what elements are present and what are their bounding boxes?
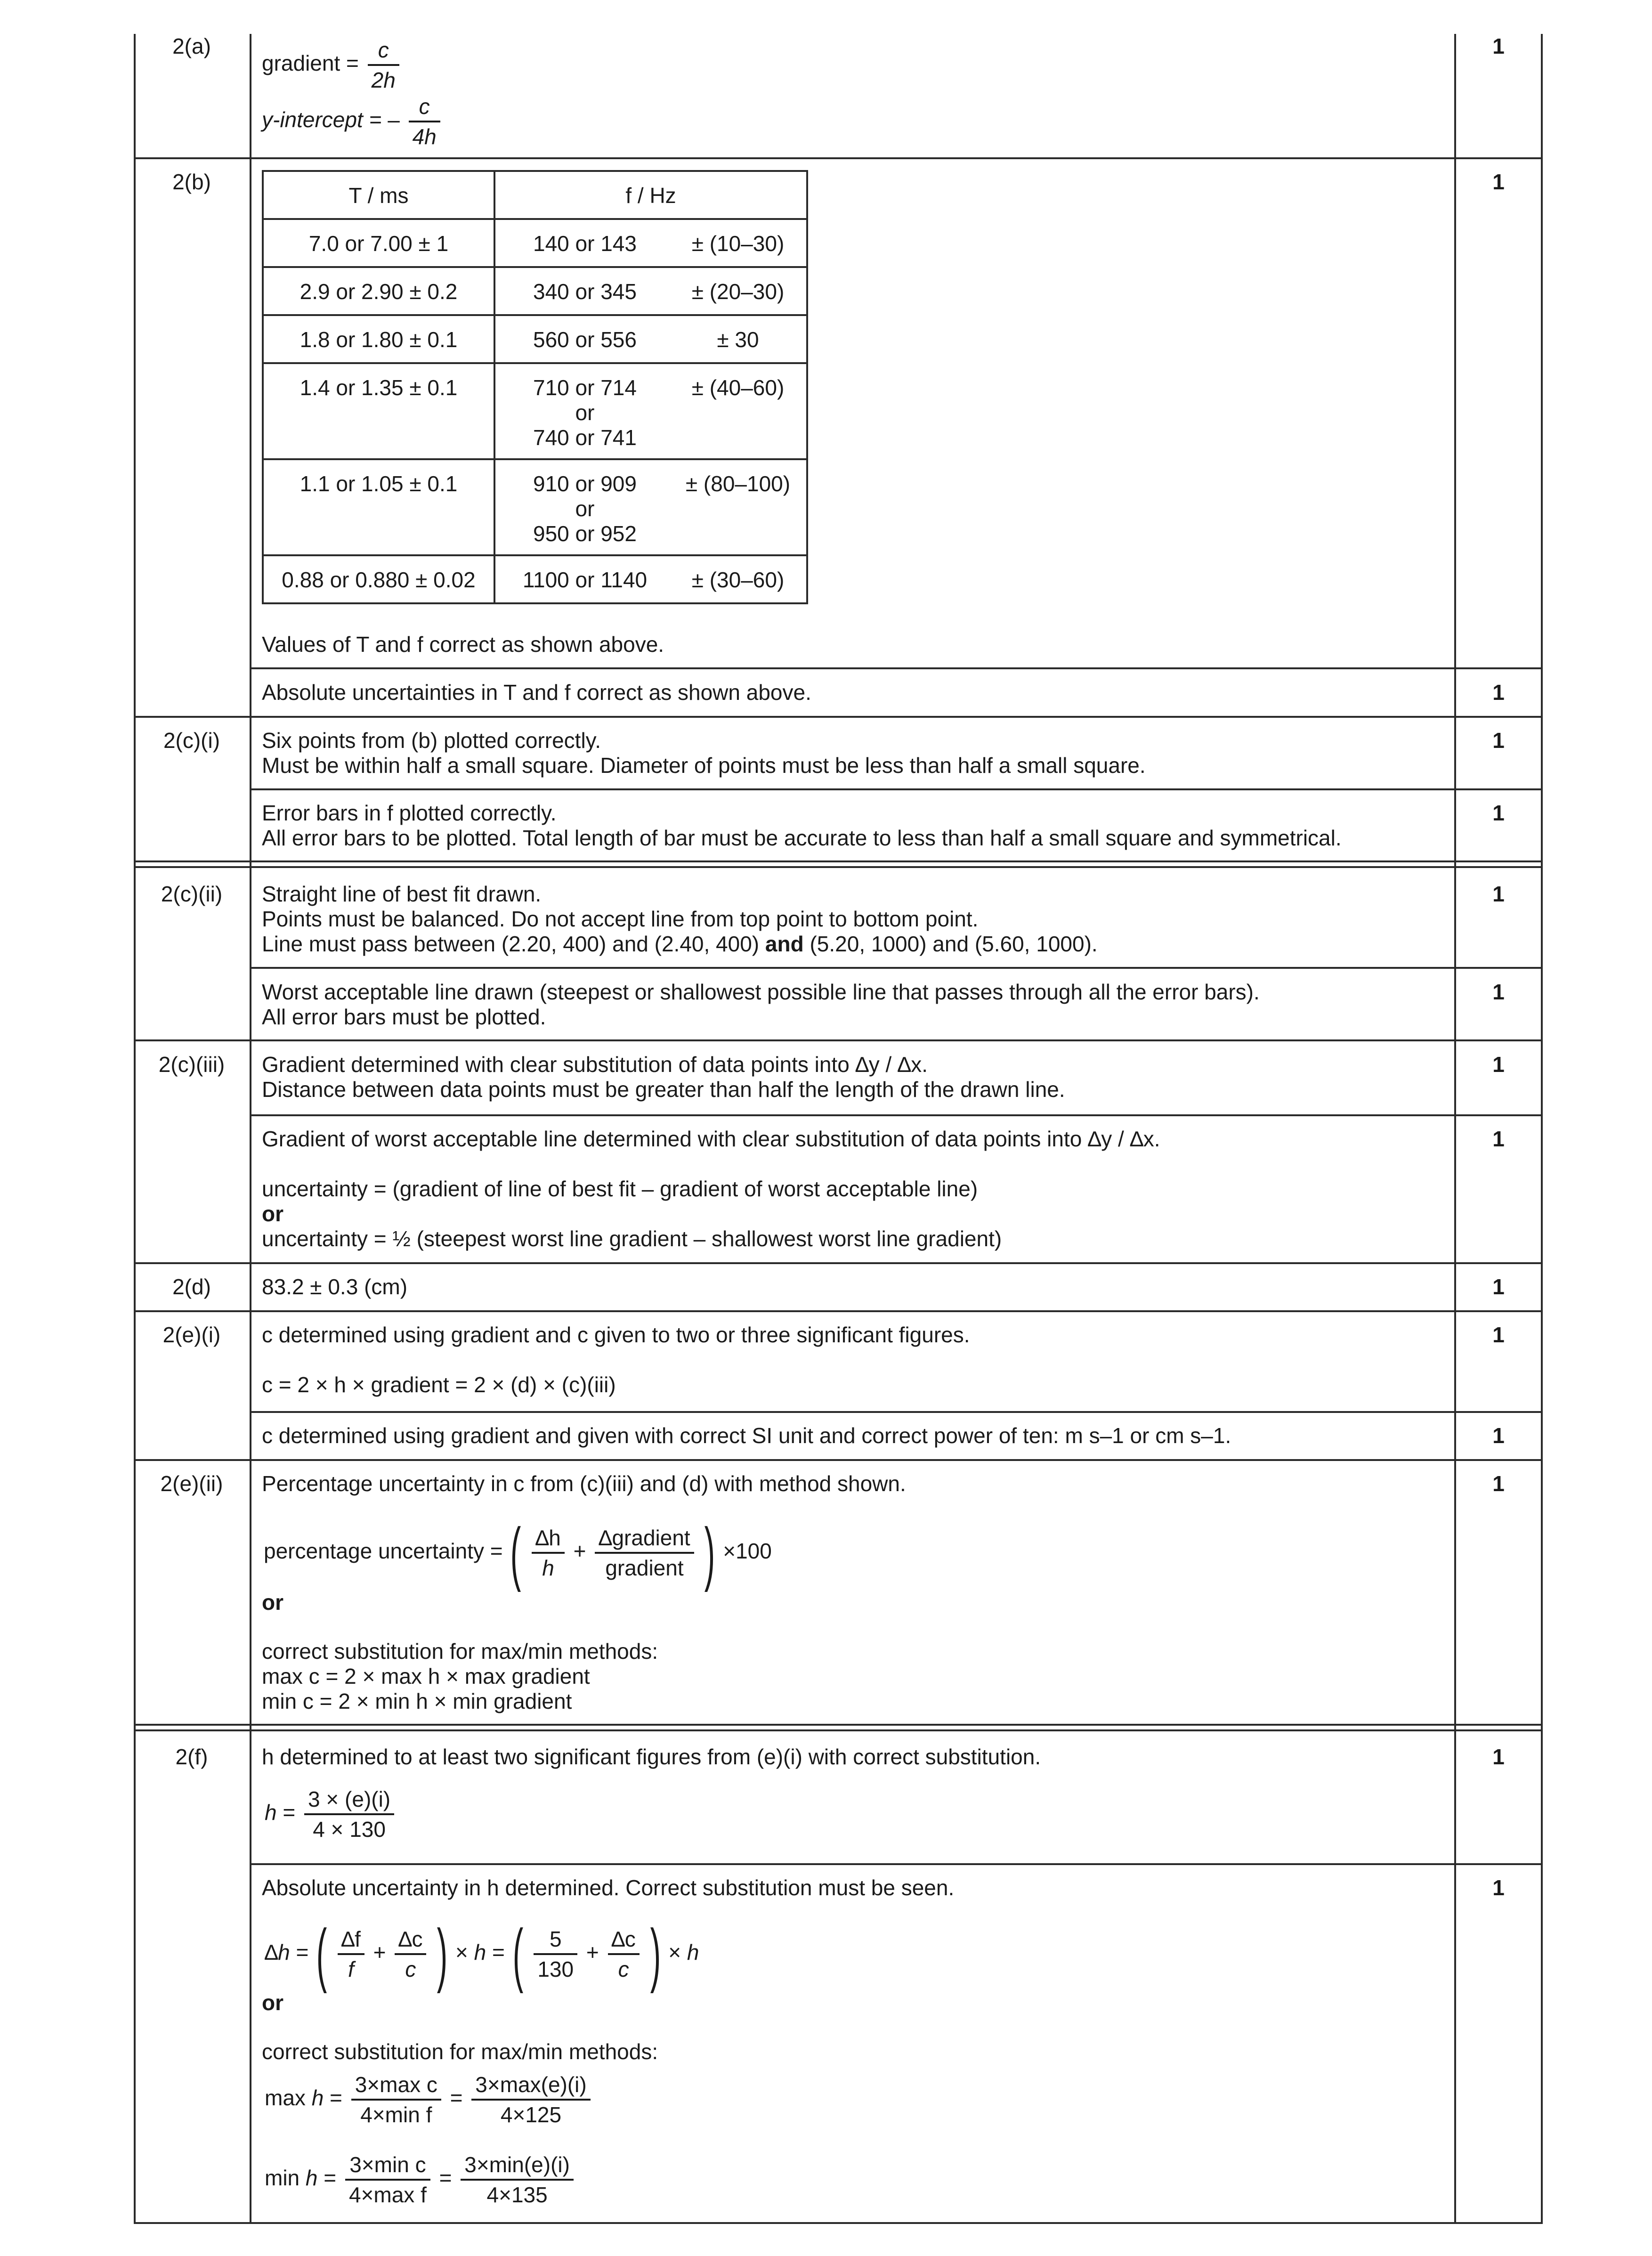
min-h-formula: min h = $\frac{\text{3×min c}}{\text{4×max f}}$ = $\frac{3\times\min(e)(i)}{4\times 135}$	[265, 2151, 576, 2209]
criterion-text: c determined using gradient and given with correct SI unit and correct power of ten: m s–1 or cm s–1.	[262, 1423, 1231, 1448]
gradient-fraction: $\frac{c}{2h}$	[368, 36, 399, 94]
criterion-text: Straight line of best fit drawn. Points must be balanced. Do not accept line from top point to bottom point. Line must pass between (2.20, 400) and (2.40, 400) and (5.20, 1000) and (5.60, 1000).	[262, 882, 1098, 956]
row-double-divider	[134, 860, 1542, 868]
row-divider	[134, 1310, 1542, 1312]
cell-t: 7.0 or 7.00 ± 1	[308, 231, 449, 256]
table-row	[263, 219, 807, 267]
h-formula: h = $\frac{3 \times (e)(i)}{4 \times 130}$	[265, 1785, 397, 1843]
values-table	[262, 170, 808, 604]
table-row	[263, 555, 807, 603]
row-divider	[250, 967, 1542, 969]
row-divider	[134, 1459, 1542, 1461]
cell-t: 1.1 or 1.05 ± 0.1	[300, 471, 458, 496]
cell-f-uncert: ± 30	[717, 327, 759, 352]
mark-value: 1	[1492, 680, 1505, 705]
delta-h-formula: ∆h = ( $\frac{\Delta f}{f}$ + $\frac{\Delta c}{c}$ ) × h = ( $\frac{5}{130}$ + $\frac{\Delta c}{c}$ ) × h	[265, 1915, 699, 1994]
criterion-text: correct substitution for max/min methods:	[262, 2039, 658, 2064]
question-number: 2(c)(ii)	[161, 882, 223, 906]
row-double-divider	[134, 1724, 1542, 1731]
row-divider	[250, 1114, 1542, 1116]
answer-text: 83.2 ± 0.3 (cm)	[262, 1274, 408, 1299]
criterion-text: Absolute uncertainty in h determined. Correct substitution must be seen.	[262, 1875, 955, 1900]
table-row	[263, 459, 807, 555]
mark-value: 1	[1492, 801, 1505, 825]
cell-f: 710 or 714 or 740 or 741	[533, 375, 637, 450]
question-number: 2(f)	[175, 1745, 208, 1769]
intercept-sign: –	[388, 107, 400, 132]
intercept-label: y-intercept =	[262, 107, 382, 132]
criterion-text: Gradient of worst acceptable line determined with clear substitution of data points into ∆y / ∆x. uncertainty = (gradient of line of best fit – gradient of worst acceptable line) or uncertainty = ½ (steepest worst line gradient – shallowest worst line gradient)	[262, 1127, 1160, 1251]
header-period: T / ms	[348, 183, 409, 208]
gradient-expression	[262, 36, 402, 94]
cell-f-uncert: ± (80–100)	[685, 471, 791, 496]
cell-t: 1.4 or 1.35 ± 0.1	[300, 375, 458, 400]
question-number: 2(a)	[172, 34, 211, 58]
question-number: 2(e)(i)	[162, 1323, 221, 1347]
question-number: 2(c)(i)	[163, 728, 220, 753]
question-number: 2(c)(iii)	[158, 1052, 225, 1077]
cell-f-uncert: ± (40–60)	[691, 375, 785, 400]
table-border-qcol	[250, 34, 251, 2224]
table-row	[263, 363, 807, 459]
criterion-text: Percentage uncertainty in c from (c)(iii) and (d) with method shown.	[262, 1471, 906, 1496]
uncert-note: Absolute uncertainties in T and f correct as shown above.	[262, 680, 811, 705]
row-divider	[250, 1411, 1542, 1413]
mark-value: 1	[1492, 728, 1505, 753]
mark-value: 1	[1492, 1323, 1505, 1347]
cell-f-uncert: ± (20–30)	[691, 279, 785, 304]
cell-f-uncert: ± (30–60)	[691, 568, 785, 592]
mark-value: 1	[1492, 170, 1505, 194]
mark-value: 1	[1492, 1127, 1505, 1151]
or-label: or	[262, 1590, 283, 1615]
cell-f-uncert: ± (10–30)	[691, 231, 785, 256]
or-label: or	[262, 1990, 283, 2015]
mark-value: 1	[1492, 1423, 1505, 1448]
criterion-text: c determined using gradient and c given to two or three significant figures. c = 2 × h × gradient = 2 × (d) × (c)(iii)	[262, 1323, 970, 1397]
cell-f: 910 or 909 or 950 or 952	[533, 471, 637, 546]
mark-value: 1	[1492, 1471, 1505, 1496]
row-divider	[134, 1039, 1542, 1041]
mark-value: 1	[1492, 980, 1505, 1004]
criterion-text: Error bars in f plotted correctly. All error bars to be plotted. Total length of bar must be accurate to less than half a small square and symmetrical.	[262, 801, 1342, 850]
cell-f: 560 or 556	[533, 327, 637, 352]
table-row	[263, 267, 807, 315]
mark-value: 1	[1492, 882, 1505, 906]
question-number: 2(d)	[172, 1274, 211, 1299]
cell-f: 1100 or 1140	[522, 568, 648, 592]
mark-value: 1	[1492, 34, 1505, 58]
row-divider	[134, 157, 1542, 159]
header-frequency: f / Hz	[625, 183, 676, 208]
values-note: Values of T and f correct as shown above.	[262, 632, 664, 657]
criterion-text: h determined to at least two significant figures from (e)(i) with correct substitution.	[262, 1745, 1041, 1769]
question-number: 2(e)(ii)	[160, 1471, 223, 1496]
row-divider	[134, 716, 1542, 718]
criterion-text: Six points from (b) plotted correctly. Must be within half a small square. Diameter of points must be less than half a small square.	[262, 728, 1146, 778]
mark-value: 1	[1492, 1745, 1505, 1769]
cell-t: 1.8 or 1.80 ± 0.1	[300, 327, 458, 352]
row-divider	[250, 788, 1542, 790]
mark-value: 1	[1492, 1052, 1505, 1077]
max-h-formula: max h = $\frac{\text{3×max c}}{\text{4×min f}}$ = $\frac{3\times\max(e)(i)}{4\times 125}$	[265, 2070, 593, 2129]
percentage-uncertainty-formula: percentage uncertainty = ( $\frac{\Delta h}{h}$ + $\frac{\text{∆gradient}}{\text{gradient}}$ ) ×100	[264, 1513, 772, 1592]
row-divider	[250, 1863, 1542, 1865]
mark-value: 1	[1492, 1875, 1505, 1900]
row-divider	[250, 667, 1542, 669]
cell-t: 0.88 or 0.880 ± 0.02	[282, 568, 476, 592]
question-number: 2(b)	[172, 170, 211, 194]
cell-t: 2.9 or 2.90 ± 0.2	[300, 279, 458, 304]
table-border-left	[134, 34, 136, 2224]
criterion-text: correct substitution for max/min methods: max c = 2 × max h × max gradient min c = 2 × min h × min gradient	[262, 1639, 658, 1713]
criterion-text: Gradient determined with clear substitution of data points into ∆y / ∆x. Distance between data points must be greater than half the length of the drawn line.	[262, 1052, 1065, 1102]
table-row	[263, 315, 807, 363]
criterion-text: Worst acceptable line drawn (steepest or shallowest possible line that passes through all the error bars). All error bars must be plotted.	[262, 980, 1260, 1029]
mark-value: 1	[1492, 1274, 1505, 1299]
gradient-label: gradient =	[262, 51, 359, 76]
cell-f: 340 or 345	[533, 279, 637, 304]
intercept-expression	[262, 92, 443, 151]
row-divider	[134, 1262, 1542, 1264]
intercept-fraction: $\frac{c}{4h}$	[409, 92, 440, 151]
row-divider	[134, 2222, 1542, 2224]
cell-f: 140 or 143	[533, 231, 637, 256]
table-header-row	[263, 171, 807, 219]
